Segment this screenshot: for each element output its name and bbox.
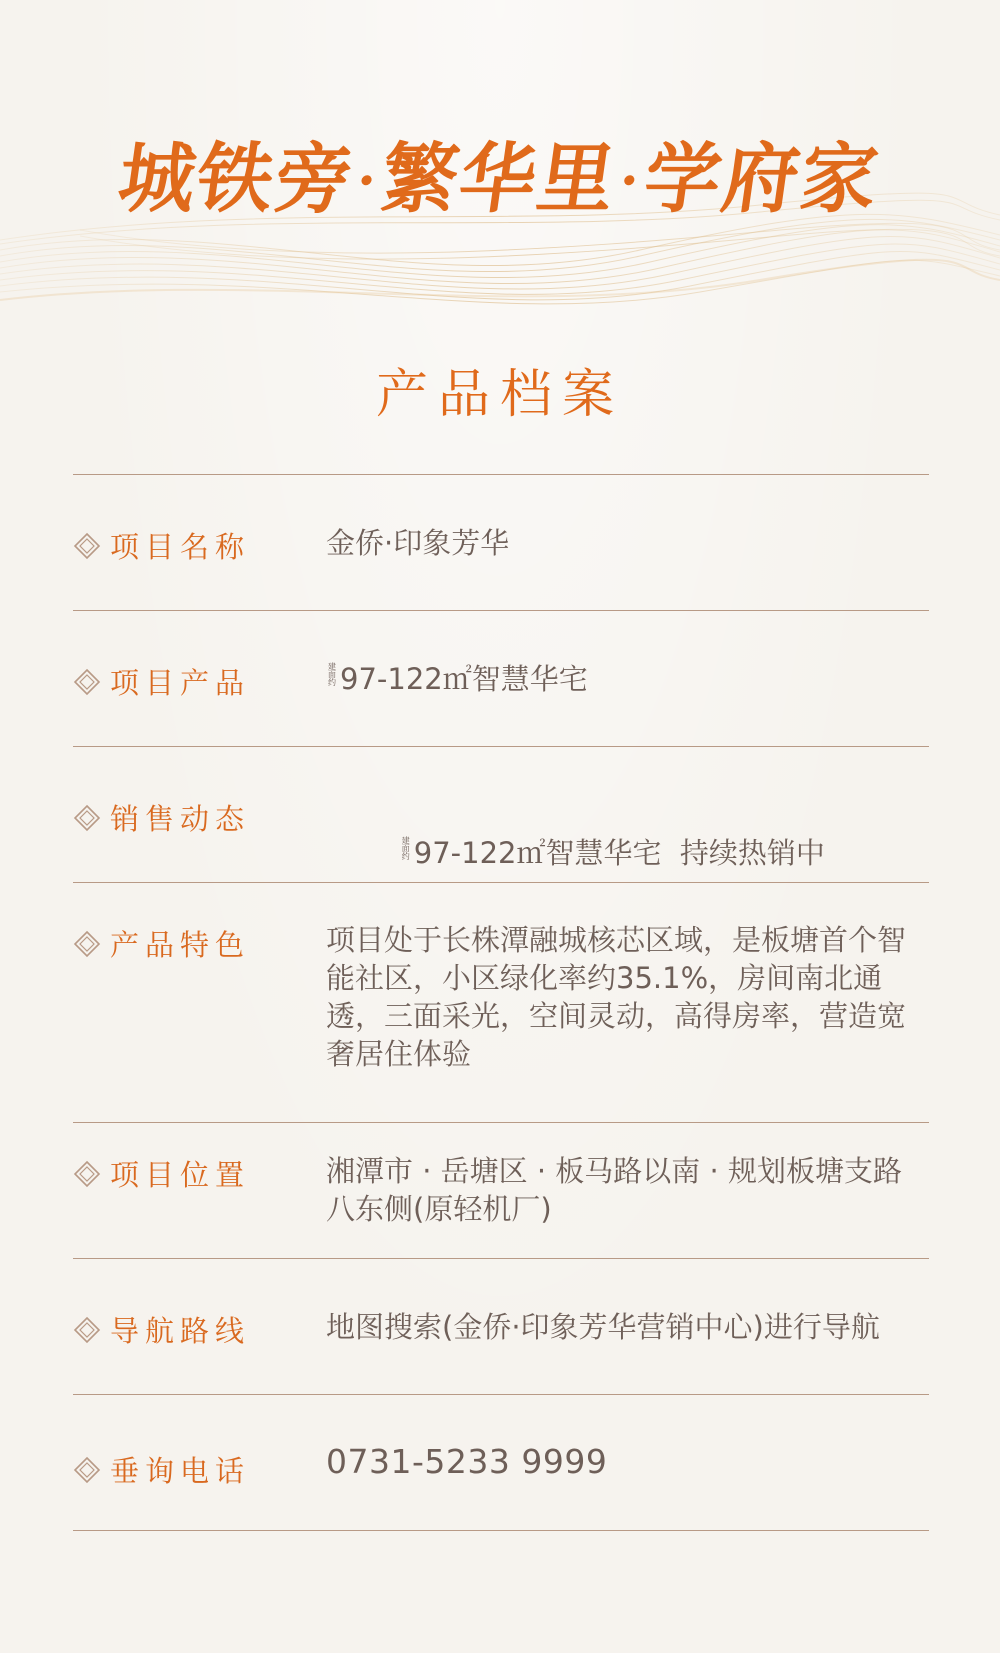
row-label-text: 项目位置	[110, 1158, 251, 1192]
row-label	[73, 1449, 250, 1490]
row-label-text: 导航路线	[110, 1314, 251, 1348]
headline-part-1: 城铁旁	[113, 134, 360, 223]
diamond-outline-icon	[73, 804, 101, 832]
headline-part-3: 学府家	[638, 134, 886, 223]
row-value-text: 97-122㎡智慧华宅 持续热销中	[413, 836, 825, 870]
row-value	[326, 660, 926, 698]
info-row-phone	[73, 1395, 929, 1531]
row-label	[73, 661, 250, 702]
row-value: 湘潭市 · 岳塘区 · 板马路以南 · 规划板塘支路八东侧(原轻机厂)	[326, 1154, 902, 1226]
row-label-text: 项目名称	[110, 530, 251, 564]
row-label	[73, 923, 250, 964]
phone-number[interactable]: 0731-5233 9999	[326, 1442, 608, 1481]
row-value: 金侨·印象芳华	[326, 526, 510, 560]
row-label	[73, 525, 250, 566]
row-value: 地图搜索(金侨·印象芳华营销中心)进行导航	[326, 1310, 880, 1344]
row-label-text: 项目产品	[110, 666, 251, 700]
row-label	[73, 1153, 250, 1194]
diamond-outline-icon	[73, 532, 101, 560]
diamond-outline-icon	[73, 1316, 101, 1344]
info-row-product	[73, 611, 929, 747]
info-row-project-name	[73, 475, 929, 611]
row-value: 项目处于长株潭融城核芯区域，是板塘首个智能社区，小区绿化率约35.1%，房间南北通透，三面采光，空间灵动，高得房率，营造宽奢居住体验	[326, 923, 907, 1071]
diamond-outline-icon	[73, 668, 101, 696]
info-row-location	[73, 1123, 929, 1259]
diamond-outline-icon	[73, 1456, 101, 1484]
area-prefix-note: 建 面 约	[328, 662, 336, 687]
row-label	[73, 1309, 250, 1350]
info-row-navigation	[73, 1259, 929, 1395]
info-row-sales-status	[73, 747, 929, 883]
row-label	[73, 797, 250, 838]
row-label-text: 销售动态	[110, 802, 251, 836]
headline-separator-1: ·	[352, 148, 383, 212]
headline-calligraphy	[0, 118, 1000, 227]
diamond-outline-icon	[73, 1160, 101, 1188]
diamond-outline-icon	[73, 930, 101, 958]
info-row-features	[73, 883, 929, 1123]
headline-part-2: 繁华里	[375, 134, 623, 223]
headline-separator-2: ·	[615, 148, 646, 212]
row-value-text: 97-122㎡智慧华宅	[340, 662, 588, 696]
row-label-text: 垂询电话	[110, 1454, 251, 1488]
row-label-text: 产品特色	[110, 928, 251, 962]
section-title: 产品档案	[375, 365, 624, 425]
info-table	[73, 474, 929, 1531]
area-prefix-note: 建 面 约	[401, 836, 410, 861]
